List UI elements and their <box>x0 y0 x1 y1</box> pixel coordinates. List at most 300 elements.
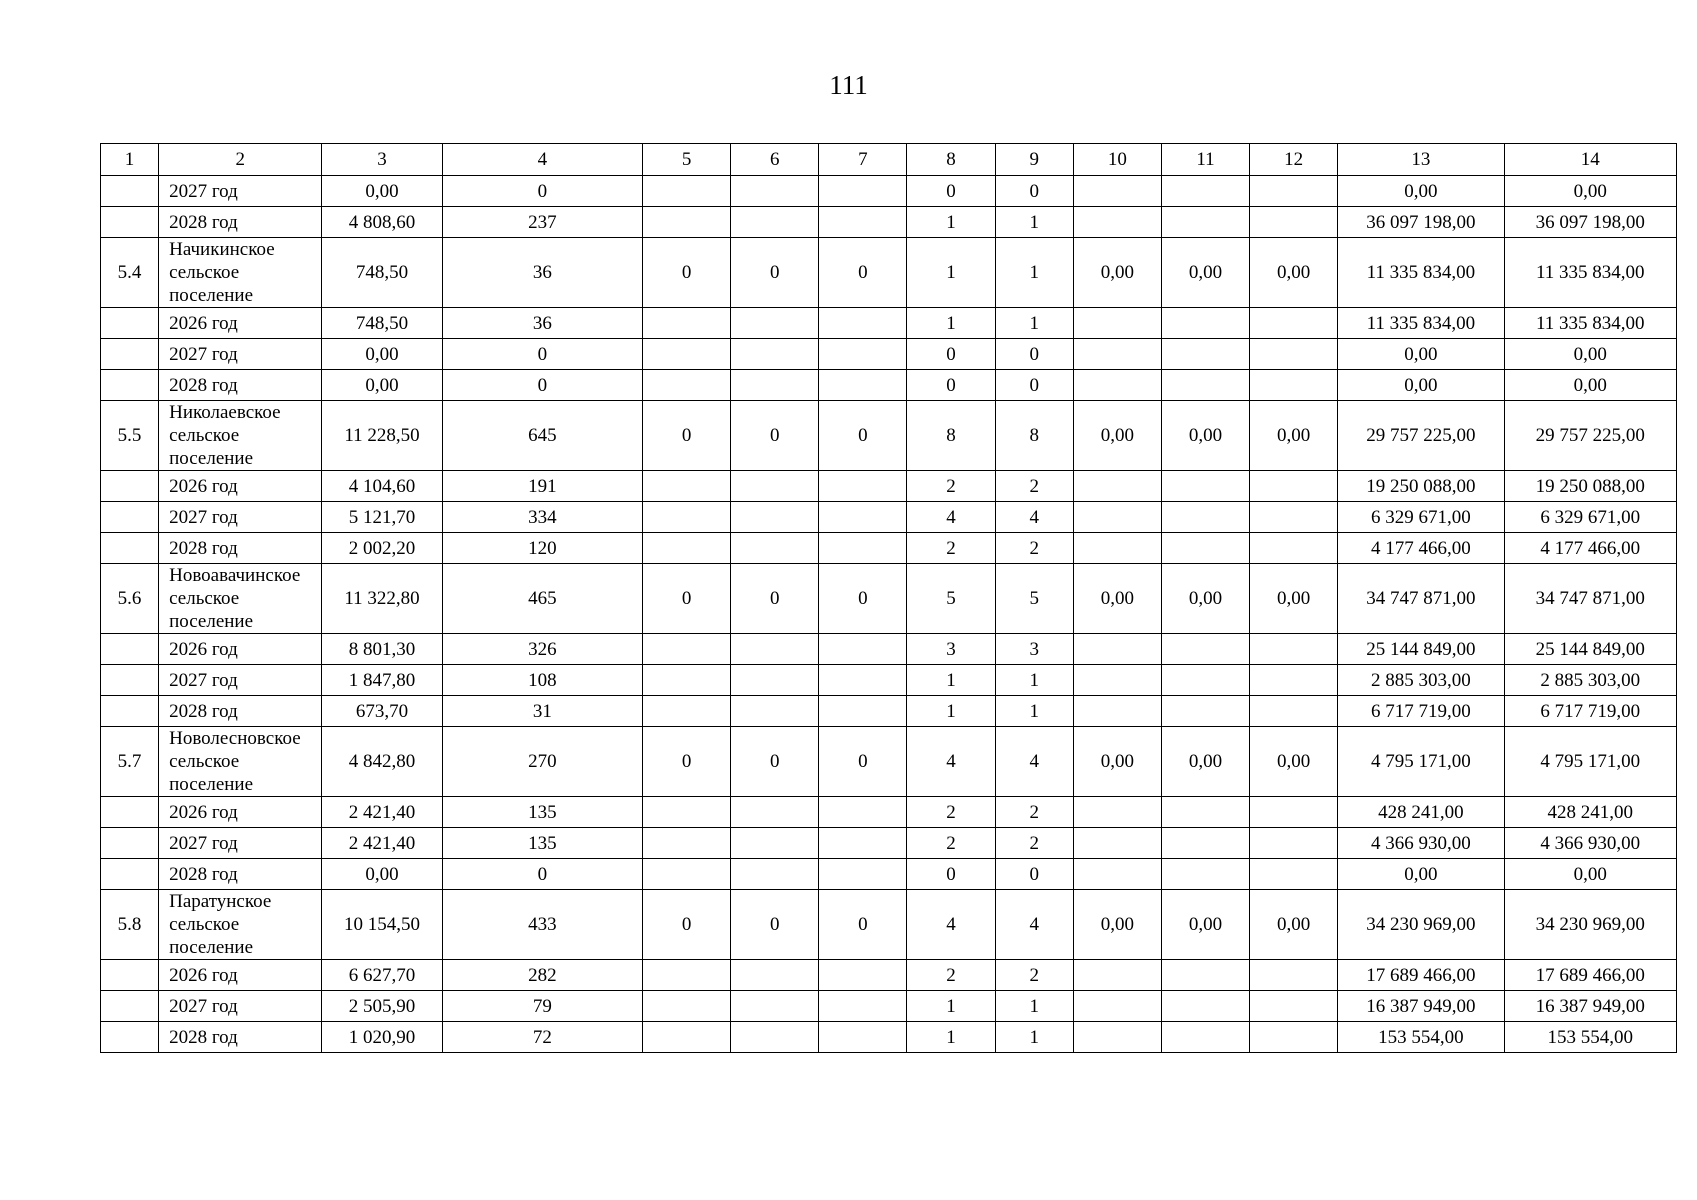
row-label-cell: 2028 год <box>159 533 322 564</box>
table-cell <box>101 308 159 339</box>
column-number-cell: 13 <box>1338 144 1504 176</box>
table-cell: 0,00 <box>1073 727 1161 797</box>
table-cell: 5.8 <box>101 890 159 960</box>
row-label-cell: Паратунское сельское поселение <box>159 890 322 960</box>
table-cell <box>1161 471 1249 502</box>
table-cell: 0,00 <box>322 176 442 207</box>
table-cell <box>1250 828 1338 859</box>
table-cell <box>1161 308 1249 339</box>
table-cell <box>1073 533 1161 564</box>
table-cell <box>101 1022 159 1053</box>
table-cell: 108 <box>442 665 642 696</box>
table-cell: 5 121,70 <box>322 502 442 533</box>
table-cell <box>101 991 159 1022</box>
table-cell <box>1161 370 1249 401</box>
row-label-cell: Новоавачинское сельское поселение <box>159 564 322 634</box>
table-cell <box>731 339 819 370</box>
table-cell: 0 <box>442 176 642 207</box>
table-cell: 428 241,00 <box>1504 797 1676 828</box>
table-cell: 2 421,40 <box>322 797 442 828</box>
table-cell <box>1250 370 1338 401</box>
table-cell: 4 177 466,00 <box>1504 533 1676 564</box>
table-cell: 0,00 <box>1073 238 1161 308</box>
table-cell: 2 <box>907 828 995 859</box>
column-number-row <box>101 144 1677 176</box>
table-cell: 0 <box>995 176 1073 207</box>
table-cell: 16 387 949,00 <box>1338 991 1504 1022</box>
table-cell: 5.4 <box>101 238 159 308</box>
table-cell <box>819 665 907 696</box>
table-cell <box>643 797 731 828</box>
table-cell: 0,00 <box>1250 890 1338 960</box>
table-cell <box>101 859 159 890</box>
row-label-cell: 2026 год <box>159 308 322 339</box>
table-cell: 0 <box>442 370 642 401</box>
table-cell: 0 <box>731 401 819 471</box>
table-cell: 0 <box>819 727 907 797</box>
table-cell: 748,50 <box>322 238 442 308</box>
year-row <box>101 370 1677 401</box>
table-cell <box>101 176 159 207</box>
table-cell <box>1161 502 1249 533</box>
table-cell: 135 <box>442 828 642 859</box>
table-cell <box>1161 797 1249 828</box>
table-cell: 2 <box>995 828 1073 859</box>
settlement-row <box>101 238 1677 308</box>
table-cell <box>643 207 731 238</box>
table-cell: 2 <box>995 471 1073 502</box>
table-cell <box>1161 991 1249 1022</box>
table-cell: 0 <box>819 890 907 960</box>
table-cell <box>819 960 907 991</box>
table-cell: 11 335 834,00 <box>1338 238 1504 308</box>
column-number-cell: 2 <box>159 144 322 176</box>
table-cell: 0,00 <box>322 859 442 890</box>
table-cell <box>1073 1022 1161 1053</box>
table-cell <box>1073 471 1161 502</box>
table-cell: 16 387 949,00 <box>1504 991 1676 1022</box>
table-cell <box>1250 797 1338 828</box>
table-cell: 1 <box>907 207 995 238</box>
table-cell: 6 329 671,00 <box>1338 502 1504 533</box>
table-cell <box>643 665 731 696</box>
table-cell <box>643 1022 731 1053</box>
row-label-cell: 2027 год <box>159 665 322 696</box>
table-cell <box>731 665 819 696</box>
table-cell: 34 747 871,00 <box>1338 564 1504 634</box>
table-cell: 120 <box>442 533 642 564</box>
table-cell: 4 <box>907 727 995 797</box>
table-cell: 31 <box>442 696 642 727</box>
table-cell: 34 747 871,00 <box>1504 564 1676 634</box>
table-cell <box>819 339 907 370</box>
table-cell: 34 230 969,00 <box>1338 890 1504 960</box>
table-cell: 36 097 198,00 <box>1338 207 1504 238</box>
table-cell: 19 250 088,00 <box>1504 471 1676 502</box>
table-cell <box>643 991 731 1022</box>
table-cell: 0 <box>643 401 731 471</box>
table-cell <box>643 502 731 533</box>
table-cell: 465 <box>442 564 642 634</box>
settlement-row <box>101 890 1677 960</box>
year-row <box>101 960 1677 991</box>
table-cell: 2 505,90 <box>322 991 442 1022</box>
table-cell <box>101 370 159 401</box>
table-cell: 191 <box>442 471 642 502</box>
table-cell <box>819 370 907 401</box>
table-cell: 4 366 930,00 <box>1338 828 1504 859</box>
table-cell: 0 <box>907 339 995 370</box>
table-cell <box>1250 176 1338 207</box>
table-cell: 0,00 <box>1250 727 1338 797</box>
column-number-cell: 6 <box>731 144 819 176</box>
table-cell <box>1161 176 1249 207</box>
table-cell: 11 335 834,00 <box>1504 238 1676 308</box>
year-row <box>101 1022 1677 1053</box>
table-cell: 19 250 088,00 <box>1338 471 1504 502</box>
column-number-cell: 1 <box>101 144 159 176</box>
table-cell <box>1250 960 1338 991</box>
data-table <box>100 143 1677 1053</box>
table-cell: 0,00 <box>1073 564 1161 634</box>
table-cell: 5 <box>907 564 995 634</box>
table-cell <box>101 665 159 696</box>
table-cell <box>643 533 731 564</box>
table-cell: 0 <box>643 890 731 960</box>
table-cell: 4 177 466,00 <box>1338 533 1504 564</box>
table-cell: 3 <box>995 634 1073 665</box>
table-cell: 4 808,60 <box>322 207 442 238</box>
table-cell <box>731 797 819 828</box>
table-cell <box>1073 339 1161 370</box>
settlement-row <box>101 564 1677 634</box>
table-cell: 34 230 969,00 <box>1504 890 1676 960</box>
table-cell <box>819 533 907 564</box>
row-label-cell: 2027 год <box>159 502 322 533</box>
table-cell <box>819 1022 907 1053</box>
table-cell <box>1250 533 1338 564</box>
table-cell: 2 <box>995 960 1073 991</box>
table-cell <box>1161 339 1249 370</box>
table-cell: 8 <box>907 401 995 471</box>
table-cell: 0,00 <box>1073 401 1161 471</box>
table-cell <box>643 696 731 727</box>
column-number-cell: 7 <box>819 144 907 176</box>
table-cell: 282 <box>442 960 642 991</box>
table-cell: 0,00 <box>1250 401 1338 471</box>
table-cell <box>1250 339 1338 370</box>
table-cell: 0,00 <box>1161 238 1249 308</box>
table-cell <box>1250 696 1338 727</box>
table-cell: 1 <box>907 1022 995 1053</box>
table-cell <box>819 991 907 1022</box>
table-cell: 1 <box>995 308 1073 339</box>
table-cell <box>1073 308 1161 339</box>
table-cell <box>643 308 731 339</box>
table-cell <box>731 634 819 665</box>
table-cell: 1 <box>995 1022 1073 1053</box>
table-cell: 4 366 930,00 <box>1504 828 1676 859</box>
table-cell: 25 144 849,00 <box>1504 634 1676 665</box>
table-cell: 11 322,80 <box>322 564 442 634</box>
table-cell: 1 <box>995 665 1073 696</box>
row-label-cell: 2028 год <box>159 859 322 890</box>
table-cell: 0,00 <box>1250 238 1338 308</box>
table-cell: 0 <box>819 401 907 471</box>
table-cell: 0 <box>995 370 1073 401</box>
table-cell: 2 <box>907 533 995 564</box>
table-cell: 0 <box>907 859 995 890</box>
table-cell <box>819 207 907 238</box>
table-cell <box>1073 370 1161 401</box>
table-cell <box>101 797 159 828</box>
table-cell <box>731 960 819 991</box>
table-cell <box>731 533 819 564</box>
table-cell: 135 <box>442 797 642 828</box>
table-cell <box>731 859 819 890</box>
row-label-cell: 2026 год <box>159 471 322 502</box>
table-cell: 1 <box>907 991 995 1022</box>
row-label-cell: 2027 год <box>159 339 322 370</box>
table-cell <box>1073 859 1161 890</box>
table-cell: 673,70 <box>322 696 442 727</box>
table-cell <box>819 308 907 339</box>
column-number-cell: 12 <box>1250 144 1338 176</box>
table-cell <box>101 533 159 564</box>
year-row <box>101 502 1677 533</box>
table-cell: 0 <box>731 890 819 960</box>
table-cell: 334 <box>442 502 642 533</box>
table-cell: 1 <box>907 665 995 696</box>
table-cell <box>731 207 819 238</box>
table-cell <box>1161 828 1249 859</box>
table-cell: 1 020,90 <box>322 1022 442 1053</box>
table-cell: 5.6 <box>101 564 159 634</box>
table-cell: 0,00 <box>1161 890 1249 960</box>
year-row <box>101 859 1677 890</box>
year-row <box>101 991 1677 1022</box>
table-cell: 0,00 <box>1504 176 1676 207</box>
table-cell <box>1073 991 1161 1022</box>
table-cell: 1 <box>995 991 1073 1022</box>
table-cell: 2 <box>907 471 995 502</box>
row-label-cell: 2028 год <box>159 370 322 401</box>
table-cell <box>819 828 907 859</box>
table-cell <box>1161 1022 1249 1053</box>
table-cell: 428 241,00 <box>1338 797 1504 828</box>
table-cell <box>643 471 731 502</box>
year-row <box>101 634 1677 665</box>
table-cell: 1 <box>995 238 1073 308</box>
year-row <box>101 176 1677 207</box>
table-cell: 1 <box>995 696 1073 727</box>
table-cell <box>819 176 907 207</box>
table-cell: 10 154,50 <box>322 890 442 960</box>
table-cell: 36 <box>442 308 642 339</box>
table-cell <box>1073 176 1161 207</box>
table-cell: 0,00 <box>1073 890 1161 960</box>
table-cell: 0 <box>907 370 995 401</box>
table-cell <box>101 828 159 859</box>
table-cell: 2 885 303,00 <box>1338 665 1504 696</box>
table-cell <box>1073 797 1161 828</box>
row-label-cell: 2028 год <box>159 1022 322 1053</box>
table-cell <box>731 176 819 207</box>
table-cell: 0,00 <box>1504 859 1676 890</box>
page-number: 111 <box>829 70 868 100</box>
table-cell <box>1161 859 1249 890</box>
table-cell: 2 421,40 <box>322 828 442 859</box>
table-cell: 326 <box>442 634 642 665</box>
table-cell: 4 <box>907 890 995 960</box>
table-cell: 1 <box>995 207 1073 238</box>
table-cell: 237 <box>442 207 642 238</box>
table-cell: 4 104,60 <box>322 471 442 502</box>
table-cell: 2 <box>995 797 1073 828</box>
table-cell: 4 <box>907 502 995 533</box>
table-cell: 4 842,80 <box>322 727 442 797</box>
table-cell <box>731 1022 819 1053</box>
table-cell: 11 335 834,00 <box>1338 308 1504 339</box>
year-row <box>101 533 1677 564</box>
table-cell <box>101 960 159 991</box>
table-cell: 4 795 171,00 <box>1338 727 1504 797</box>
row-label-cell: 2027 год <box>159 176 322 207</box>
table-cell <box>643 828 731 859</box>
table-cell: 1 847,80 <box>322 665 442 696</box>
table-cell: 72 <box>442 1022 642 1053</box>
table-cell: 1 <box>907 238 995 308</box>
table-cell: 0 <box>731 238 819 308</box>
table-cell <box>731 502 819 533</box>
table-cell: 0 <box>442 859 642 890</box>
table-cell <box>1161 207 1249 238</box>
table-cell <box>1073 828 1161 859</box>
row-label-cell: Николаевское сельское поселение <box>159 401 322 471</box>
table-cell: 0,00 <box>1504 339 1676 370</box>
table-cell: 748,50 <box>322 308 442 339</box>
table-cell: 36 <box>442 238 642 308</box>
table-cell <box>643 634 731 665</box>
table-cell: 0 <box>643 238 731 308</box>
table-cell: 25 144 849,00 <box>1338 634 1504 665</box>
table-cell: 5.7 <box>101 727 159 797</box>
table-cell: 0 <box>643 727 731 797</box>
settlement-row <box>101 727 1677 797</box>
table-cell <box>1250 471 1338 502</box>
year-row <box>101 471 1677 502</box>
table-cell <box>1250 991 1338 1022</box>
table-cell: 0 <box>819 238 907 308</box>
table-cell: 36 097 198,00 <box>1504 207 1676 238</box>
settlement-row <box>101 401 1677 471</box>
table-cell: 2 <box>907 797 995 828</box>
table-cell: 6 627,70 <box>322 960 442 991</box>
table-cell <box>1073 207 1161 238</box>
table-cell <box>1161 960 1249 991</box>
table-cell: 433 <box>442 890 642 960</box>
column-number-cell: 10 <box>1073 144 1161 176</box>
table-cell <box>643 176 731 207</box>
table-body <box>101 144 1677 1053</box>
table-cell <box>1073 960 1161 991</box>
table-cell <box>731 828 819 859</box>
table-cell: 5.5 <box>101 401 159 471</box>
table-cell <box>643 960 731 991</box>
row-label-cell: 2028 год <box>159 696 322 727</box>
row-label-cell: 2028 год <box>159 207 322 238</box>
table-cell <box>643 370 731 401</box>
table-cell: 4 <box>995 727 1073 797</box>
table-cell <box>1161 634 1249 665</box>
table-cell: 2 002,20 <box>322 533 442 564</box>
table-cell <box>643 339 731 370</box>
table-cell: 0,00 <box>1338 859 1504 890</box>
table-cell <box>819 471 907 502</box>
table-cell <box>101 207 159 238</box>
table-cell: 4 <box>995 502 1073 533</box>
table-cell: 2 885 303,00 <box>1504 665 1676 696</box>
table-cell: 11 335 834,00 <box>1504 308 1676 339</box>
table-cell: 29 757 225,00 <box>1504 401 1676 471</box>
table-cell: 79 <box>442 991 642 1022</box>
year-row <box>101 308 1677 339</box>
table-cell: 270 <box>442 727 642 797</box>
table-cell: 0,00 <box>1504 370 1676 401</box>
table-cell <box>819 797 907 828</box>
table-cell <box>1161 533 1249 564</box>
table-cell <box>1073 634 1161 665</box>
table-cell: 1 <box>907 308 995 339</box>
table-cell: 0,00 <box>322 339 442 370</box>
table-cell <box>101 696 159 727</box>
table-cell <box>1073 696 1161 727</box>
table-cell: 17 689 466,00 <box>1338 960 1504 991</box>
table-cell: 0,00 <box>1161 401 1249 471</box>
column-number-cell: 14 <box>1504 144 1676 176</box>
table-cell <box>819 696 907 727</box>
table-cell <box>731 308 819 339</box>
year-row <box>101 207 1677 238</box>
table-cell: 29 757 225,00 <box>1338 401 1504 471</box>
table-cell: 0,00 <box>1161 564 1249 634</box>
row-label-cell: Новолесновское сельское поселение <box>159 727 322 797</box>
table-cell <box>1250 634 1338 665</box>
year-row <box>101 665 1677 696</box>
table-cell: 0 <box>819 564 907 634</box>
table-cell: 153 554,00 <box>1338 1022 1504 1053</box>
table-cell: 2 <box>907 960 995 991</box>
table-cell: 0 <box>442 339 642 370</box>
column-number-cell: 5 <box>643 144 731 176</box>
table-cell <box>731 696 819 727</box>
table-cell: 0 <box>643 564 731 634</box>
table-cell: 0,00 <box>322 370 442 401</box>
row-label-cell: 2027 год <box>159 991 322 1022</box>
table-cell: 17 689 466,00 <box>1504 960 1676 991</box>
table-cell: 0,00 <box>1338 370 1504 401</box>
table-cell <box>643 859 731 890</box>
table-cell: 8 801,30 <box>322 634 442 665</box>
year-row <box>101 797 1677 828</box>
table-cell: 1 <box>907 696 995 727</box>
table-cell: 6 717 719,00 <box>1338 696 1504 727</box>
year-row <box>101 696 1677 727</box>
table-cell <box>1073 665 1161 696</box>
column-number-cell: 9 <box>995 144 1073 176</box>
table-cell <box>819 859 907 890</box>
table-cell <box>1073 502 1161 533</box>
